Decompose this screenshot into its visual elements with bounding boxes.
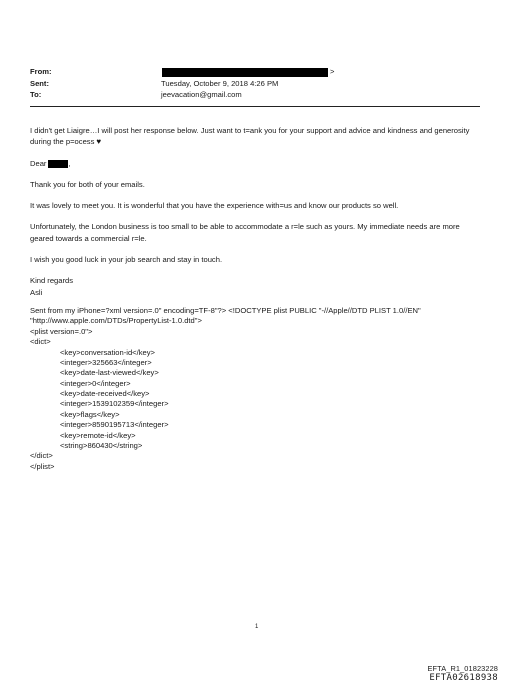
code-line: <integer>1539102359</integer> (60, 399, 169, 409)
code-line: <plist version=.0"> (30, 326, 93, 336)
code-line: <key>remote-id</key> (60, 430, 136, 440)
from-suffix: > (330, 67, 335, 76)
plist-code-block (30, 306, 485, 472)
page-number: 1 (255, 624, 259, 630)
from-value (161, 66, 480, 78)
code-line: <key>conversation-id</key> (60, 347, 155, 357)
code-line: <dict> (30, 337, 51, 347)
bates-number-primary: EFTA_R1_01823228 (427, 664, 498, 673)
sent-label: Sent: (30, 78, 49, 88)
signoff: Kind regards (30, 276, 74, 286)
intro-text: I didn't get Liaigre…I will post her response below. Just want to t=ank you for your support and advice and kindness and generosity during the p=ocess (30, 126, 470, 147)
from-row (30, 66, 480, 78)
code-line: </plist> (30, 461, 55, 471)
code-line: <integer>325663</integer> (60, 357, 152, 367)
greeting-text: Dear (30, 158, 47, 168)
to-label: To: (30, 90, 42, 99)
email-header (30, 66, 480, 107)
code-line: <key>flags</key> (60, 409, 120, 419)
bates-number-secondary: EFTA02618938 (429, 673, 498, 683)
code-line: <key>date-received</key> (60, 389, 150, 399)
redaction-block (162, 68, 328, 77)
code-line: <integer>0</integer> (60, 378, 131, 388)
intro-paragraph (30, 125, 485, 148)
code-line: </dict> (30, 451, 53, 461)
email-body (30, 125, 485, 472)
code-line: <key>date-last-viewed</key> (60, 368, 159, 378)
greeting (30, 158, 485, 169)
paragraph-1: Thank you for both of your emails. (30, 179, 145, 189)
sender-name: Asli (30, 287, 43, 297)
sent-value: Tuesday, October 9, 2018 4:26 PM (161, 78, 279, 88)
greeting-punct: , (68, 158, 71, 168)
sent-row (30, 78, 480, 90)
from-label: From: (30, 67, 52, 76)
redaction-block (48, 158, 71, 168)
heart-icon: ♥ (96, 137, 102, 147)
code-line: <string>860430</string> (60, 441, 143, 451)
code-line: <integer>8590195713</integer> (60, 420, 169, 430)
to-value: jeevacation@gmail.com (161, 90, 242, 99)
paragraph-2: It was lovely to meet you. It is wonderful that you have the experience with=us and know our products so well. (30, 201, 399, 211)
code-line: Sent from my iPhone=?xml version=.0" encoding=TF-8"?> <!DOCTYPE plist PUBLIC "-//Apple//DTD PLIST 1.0//EN" (30, 305, 421, 315)
paragraph-3: Unfortunately, the London business is too small to be able to accommodate a r=le such as yours. My immediate needs are more geared towards a commercial r=le. (30, 222, 460, 243)
signature (30, 275, 485, 298)
code-line: "http://www.apple.com/DTDs/PropertyList-1.0.dtd"> (30, 316, 202, 326)
to-row (30, 89, 480, 101)
paragraph-4: I wish you good luck in your job search and stay in touch. (30, 255, 223, 265)
